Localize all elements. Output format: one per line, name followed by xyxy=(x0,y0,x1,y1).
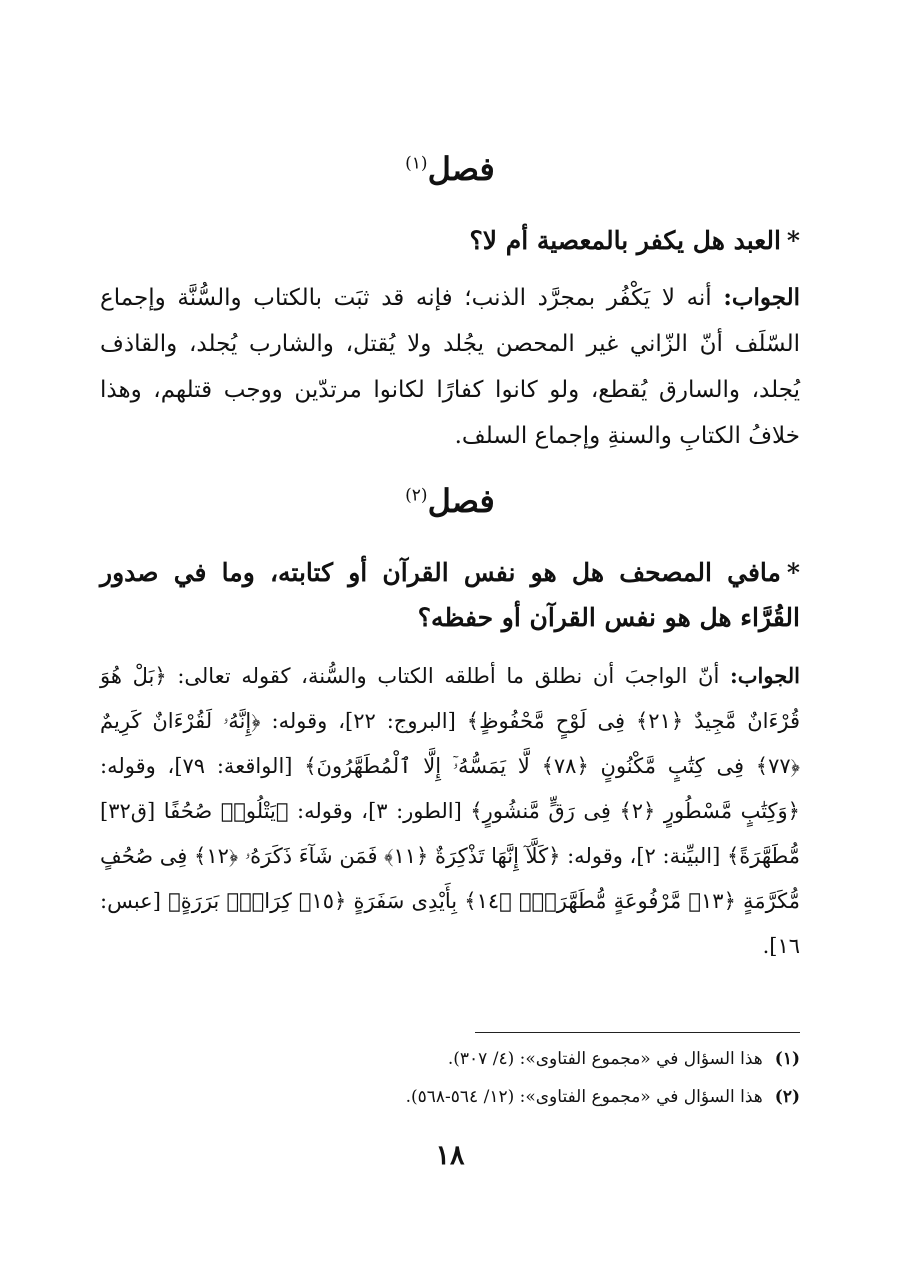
footnote-separator xyxy=(475,1032,800,1033)
section-1-question xyxy=(100,218,800,263)
footnote-2-mark: (٢) xyxy=(774,1087,800,1107)
section-1-answer-lead: الجواب: xyxy=(723,284,801,311)
section-1-heading xyxy=(100,150,800,188)
section-2-question xyxy=(100,550,800,640)
page-number: ١٨ xyxy=(435,1140,465,1171)
section-1-answer-text: أنه لا يَكْفُر بمجرَّد الذنب؛ فإنه قد ثبَت بالكتاب والسُّنَّة وإجماع السّلَف أنّ الزّاني غير المحصن يجُلد ولا يُقتل، والشارب يُجلد، والقاذف يُجلد، والسارق يُقطع، ولو كانوا كفارًا لكانوا مرتدّين ووجب قتلهم، وهذا خلافُ الكتابِ والسنةِ وإجماع السلف. xyxy=(100,285,800,449)
section-1-footnote-ref: (١) xyxy=(405,153,428,174)
footnote-2-text: هذا السؤال في «مجموع الفتاوى»: (١٢/ ٥٦٤-٥٦٨). xyxy=(405,1087,763,1107)
section-1-question-text: العبد هل يكفر بالمعصية أم لا؟ xyxy=(469,226,781,255)
section-1-title: فصل xyxy=(427,150,495,188)
section-2-answer xyxy=(100,653,800,969)
question-star-marker: * xyxy=(786,558,800,587)
section-2-footnote-ref: (٢) xyxy=(405,485,428,506)
footnotes xyxy=(100,1040,800,1116)
section-2-title: فصل xyxy=(427,482,495,520)
question-star-marker: * xyxy=(786,226,800,255)
section-2-question-text: مافي المصحف هل هو نفس القرآن أو كتابته، وما في صدور القُرَّاء هل هو نفس القرآن أو حفظه؟ xyxy=(100,558,800,632)
section-2-answer-lead: الجواب: xyxy=(730,663,800,688)
footnote-2 xyxy=(100,1078,800,1116)
section-2-heading xyxy=(100,482,800,520)
footnote-1-mark: (١) xyxy=(774,1049,800,1069)
footnote-1 xyxy=(100,1040,800,1078)
section-1-answer xyxy=(100,275,800,459)
section-2-answer-text: أنّ الواجبَ أن نطلق ما أطلقه الكتاب والسُّنة، كقوله تعالى: ﴿بَلْ هُوَ قُرْءَانٌ مَّجِيدٌ ﴿٢١﴾ فِى لَوْحٍ مَّحْفُوظٍ﴾ [البروج: ٢٢]، وقوله: ﴿إِنَّهُۥ لَقُرْءَانٌ كَرِيمٌ ﴿٧٧﴾ فِى كِتَٰبٍ مَّكْنُونٍ ﴿٧٨﴾ لَّا يَمَسُّهُۥٓ إِلَّا ٱلْمُطَهَّرُونَ﴾ [الواقعة: ٧٩]، وقوله: ﴿وَكِتَٰبٍ مَّسْطُورٍ ﴿٢﴾ فِى رَقٍّ مَّنشُورٍ﴾ [الطور: ٣]، وقوله: ﴿يَتْلُوا۟ صُحُفًا [ق٣٢] مُّطَهَّرَةً﴾ [البيِّنة: ٢]، وقوله: ﴿كَلَّآ إِنَّهَا تَذْكِرَةٌ ﴿١١﴾ فَمَن شَآءَ ذَكَرَهُۥ ﴿١٢﴾ فِى صُحُفٍ مُّكَرَّمَةٍ ﴿١٣﴾ مَّرْفُوعَةٍ مُّطَهَّرَةٍۭ ﴿١٤﴾ بِأَيْدِى سَفَرَةٍ ﴿١٥﴾ كِرَامٍۭ بَرَرَةٍ﴾ [عبس: ١٦]. xyxy=(100,664,800,958)
footnote-1-text: هذا السؤال في «مجموع الفتاوى»: (٤/ ٣٠٧). xyxy=(447,1049,763,1069)
book-page xyxy=(100,0,800,1271)
